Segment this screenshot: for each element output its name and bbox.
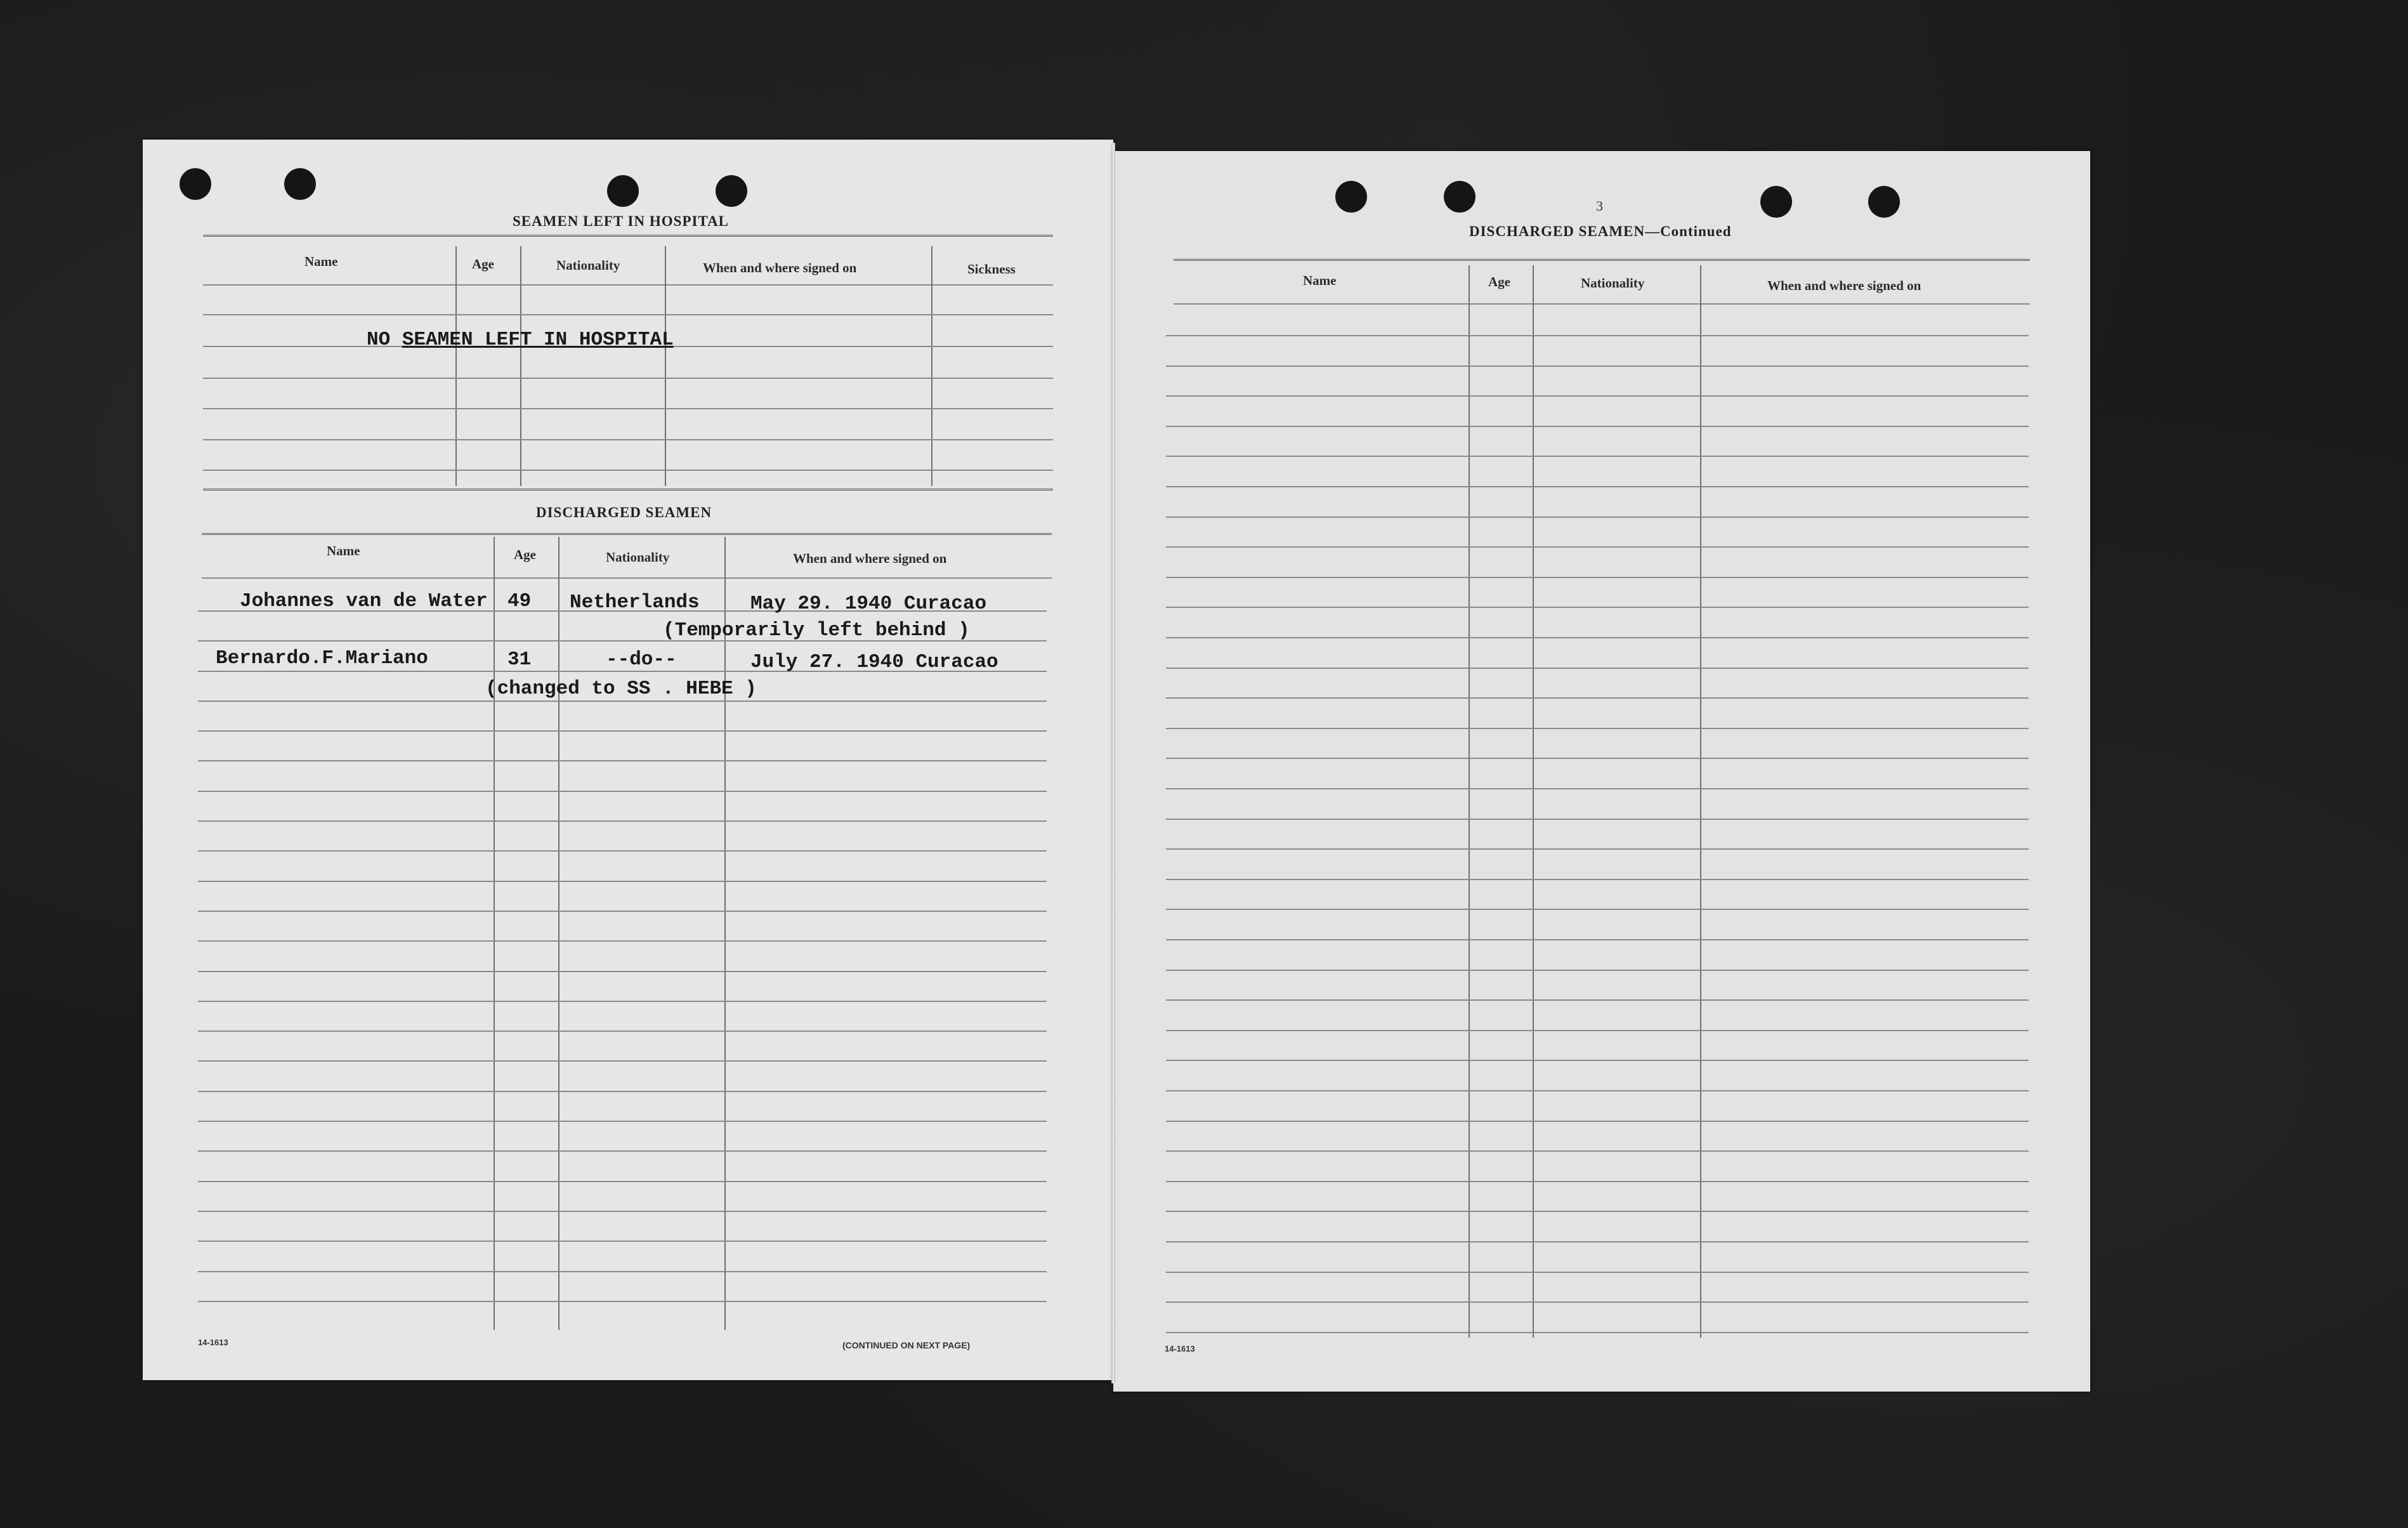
right-form-number: 14-1613 [1165,1344,1195,1353]
hospital-col-divider [455,246,457,486]
ruled-line [1166,788,2029,789]
discharged-col-signed-on: When and where signed on [793,551,947,566]
ruled-line [198,1150,1047,1152]
ruled-line [198,1271,1047,1272]
right-header-top-rule [1174,259,2030,261]
ruled-line [1166,848,2029,850]
ruled-line [1166,366,2029,367]
hospital-typed-note [367,329,674,351]
hospital-col-divider [665,246,666,486]
discharged-section-title: DISCHARGED SEAMEN [536,504,712,520]
ruled-line [1166,939,2029,940]
discharged-header-top-rule [202,533,1052,535]
discharged-row-2-note: (changed to SS . HEBE ) [485,678,757,700]
ruled-line [1166,395,2029,397]
ruled-line [198,1181,1047,1182]
ruled-line [198,1091,1047,1092]
hospital-col-divider [520,246,521,486]
punch-hole [1868,186,1900,218]
left-form-number: 14-1613 [198,1338,228,1347]
ruled-line [1166,426,2029,427]
ruled-line [198,820,1047,822]
ruled-line [198,701,1047,702]
ruled-line [1166,668,2029,669]
hospital-col-sickness: Sickness [967,261,1016,277]
discharged-header-bottom-rule [202,577,1052,579]
right-col-nationality: Nationality [1581,275,1645,291]
punch-hole [284,168,316,200]
hospital-row-line [203,408,1053,409]
hospital-col-divider [931,246,932,486]
hospital-section-title: SEAMEN LEFT IN HOSPITAL [513,213,730,229]
right-header-bottom-rule [1174,303,2030,305]
hospital-row-line [203,314,1053,315]
page-fold [1111,143,1115,1383]
discharged-row-1-age: 49 [507,590,532,612]
ruled-line [1166,577,2029,578]
punch-hole [716,175,747,207]
ruled-line [1166,1121,2029,1122]
ruled-line [1166,456,2029,457]
discharged-col-age: Age [514,547,536,562]
punch-hole [1760,186,1792,218]
punch-hole [1444,181,1476,213]
punch-hole [607,175,639,207]
ruled-line [198,1241,1047,1242]
hospital-row-line [203,439,1053,440]
hospital-header-bottom-rule [203,284,1053,286]
right-col-name: Name [1303,273,1337,288]
hospital-note-underlined: SEAMEN LEFT IN HOSPITAL [402,329,674,351]
discharged-row-2-nationality: --do-- [606,649,677,671]
ruled-line [1166,879,2029,880]
right-section-title: DISCHARGED SEAMEN—Continued [1469,223,1732,239]
ruled-line [198,850,1047,852]
ruled-line [1166,1181,2029,1182]
right-page [1113,151,2090,1392]
ruled-line [198,1121,1047,1122]
ruled-line [1166,335,2029,336]
right-col-age: Age [1488,274,1510,289]
ruled-line [198,940,1047,942]
ruled-line [1166,607,2029,608]
discharged-row-2-age: 31 [507,649,532,671]
hospital-header-top-rule [203,235,1053,237]
right-col-signed-on: When and where signed on [1767,278,1921,293]
discharged-row-2-name: Bernardo.F.Mariano [216,647,428,669]
ruled-line [198,760,1047,761]
ruled-line [1166,517,2029,518]
ruled-line [1166,999,2029,1001]
discharged-row-1-name: Johannes van de Water [240,590,488,612]
discharged-row-1-note: (Temporarily left behind ) [663,619,970,642]
ruled-line [1166,1272,2029,1273]
hospital-col-signed-on: When and where signed on [703,260,857,275]
page-number: 3 [1596,198,1603,214]
hospital-note-prefix: NO [367,329,402,351]
discharged-row-2-signed-on: July 27. 1940 Curacao [750,651,998,673]
ruled-line [1166,1150,2029,1152]
ruled-line [198,1301,1047,1302]
hospital-col-nationality: Nationality [556,258,620,273]
hospital-row-line [203,378,1053,379]
ruled-line [1166,1030,2029,1031]
ruled-line [1166,819,2029,820]
ruled-line [1166,758,2029,759]
hospital-col-age: Age [472,256,494,272]
ruled-line [198,730,1047,732]
ruled-line [1166,697,2029,699]
ruled-line [1166,728,2029,729]
ruled-line [1166,1301,2029,1303]
ruled-line [198,971,1047,972]
ruled-line [1166,546,2029,548]
ruled-line [1166,1090,2029,1091]
ruled-line [198,911,1047,912]
ruled-line [198,1031,1047,1032]
punch-hole [180,168,211,200]
continued-note: (CONTINUED ON NEXT PAGE) [842,1340,971,1350]
discharged-col-nationality: Nationality [606,550,670,565]
hospital-col-name: Name [304,254,338,269]
ruled-line [198,1060,1047,1062]
discharged-col-name: Name [327,543,360,558]
ruled-line [1166,970,2029,971]
hospital-bottom-rule [203,489,1053,491]
discharged-row-1-nationality: Netherlands [570,591,700,614]
ruled-line [198,1211,1047,1212]
ruled-line [1166,1211,2029,1212]
ruled-line [1166,1332,2029,1333]
punch-hole [1335,181,1367,213]
ruled-line [1166,486,2029,487]
ruled-line [1166,1241,2029,1242]
discharged-row-1-signed-on: May 29. 1940 Curacao [750,593,987,615]
ruled-line [198,881,1047,882]
ruled-line [198,791,1047,792]
hospital-row-line [203,470,1053,471]
ruled-line [198,1001,1047,1002]
ruled-line [1166,1060,2029,1061]
ruled-line [1166,909,2029,910]
ruled-line [1166,637,2029,638]
